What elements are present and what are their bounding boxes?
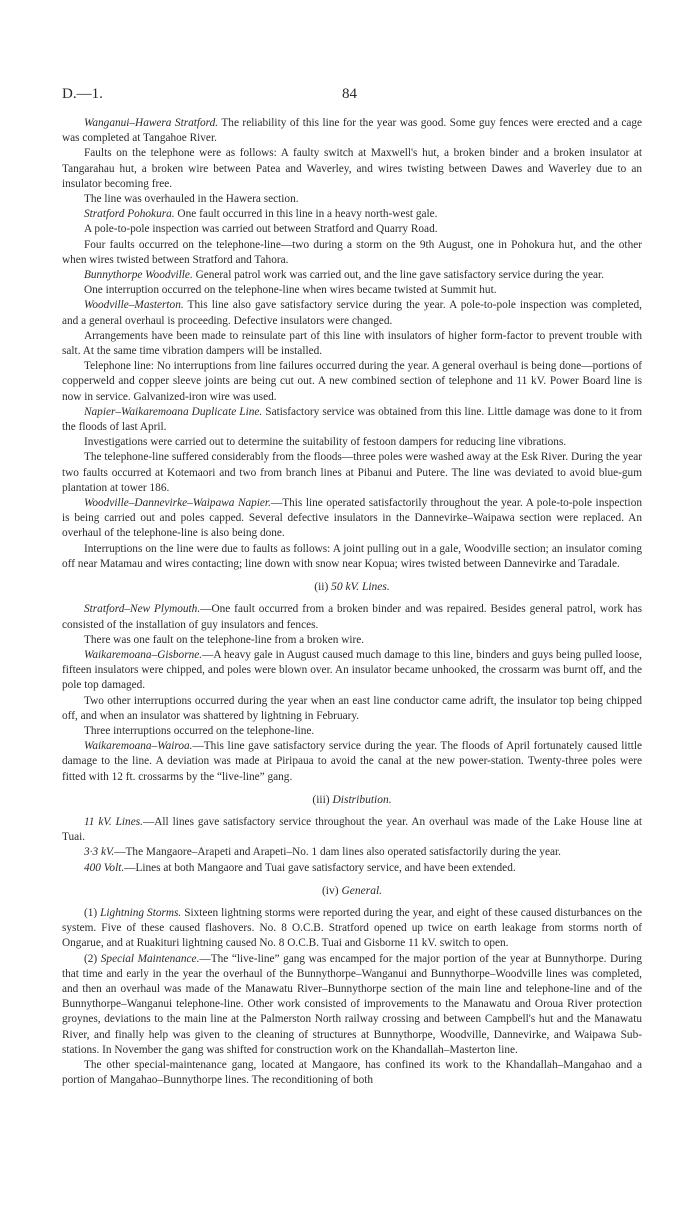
paragraph: Woodville–Dannevirke–Waipawa Napier.—This line operated satisfactorily throughout the year. A pole-to-pole inspection is being carried out and poles capped. Several defective insulators in the Dannevirke–Waipawa section were replaced. An overhaul of the telephone-line is also being done. xyxy=(62,497,642,540)
paragraph: The telephone-line suffered considerably from the floods—three poles were washed away at the Esk River. During the year two faults occurred at Kotemaori and two from branch lines at Pibanui and Putere. The line was deviated to avoid blue-gum plantation at tower 186. xyxy=(62,451,642,494)
paragraph: Wanganui–Hawera Stratford. The reliability of this line for the year was good. Some guy fences were erected and a cage was completed at Tangahoe River. xyxy=(62,117,643,145)
paragraph: The line was overhauled in the Hawera section. xyxy=(84,193,299,206)
paragraph: The other special-maintenance gang, located at Mangaore, has confined its work to the Khandallah–Mangahao and a portion of Mangahao–Bunnythorpe lines. The reconditioning of both xyxy=(62,1058,642,1087)
section-subtitle: Special Maintenance. xyxy=(100,952,200,965)
paragraph: Four faults occurred on the telephone-line—two during a storm on the 9th August, one in Pohokura hut, and the other when wires twisted between Stratford and Tahora. xyxy=(62,238,642,266)
section-subtitle: Stratford Pohokura. xyxy=(84,208,175,221)
paragraph: 400 Volt.—Lines at both Mangaore and Tuai gave satisfactory service, and have been extended. xyxy=(84,861,516,874)
paragraph: (2) Special Maintenance.—The “live-line” gang was encamped for the major portion of the year at Bunnythorpe. During that time and early in the year the overhaul of the Bunnythorpe–Wanganui and Bunnythorpe–Woodville lines was completed, and then an overhaul was made of the Manawatu River–Bunnythorpe section of the main line and telephone-line and of the Bunnythorpe–Wanganui telephone-line. Other work consisted of improvements to the Manawatu and Oroua River protection groynes, deviations to the main line at the Palmerston North railway crossing and between Campbell's hut and the Manawatu River, and finally help was given to the cleaning of structures at Bunnythorpe, Woodville, Dannevirke, and Waipawa Sub-stations. In November the gang was shifted for construction work on the Khandallah–Masterton line. xyxy=(62,952,643,1056)
paragraph: Napier–Waikaremoana Duplicate Line. Satisfactory service was obtained from this line. Little damage was done to it from the floods of last April. xyxy=(62,405,642,434)
paragraph: Waikaremoana–Gisborne.—A heavy gale in August caused much damage to this line, binders and guys being pulled loose, fifteen insulators were chipped, and poles were blown over. An insulator became unhooked, the crossarm was burnt off, and the pole top damaged. xyxy=(62,648,642,692)
paragraph: Woodville–Masterton. This line also gave satisfactory service during the year. A pole-to-pole inspection was completed, and a general overhaul is proceeding. Defective insulators were changed. xyxy=(62,299,642,327)
paragraph: One interruption occurred on the telephone-line when wires became twisted at Summit hut. xyxy=(84,284,497,297)
section-subtitle: Wanganui–Hawera Stratford. xyxy=(84,117,219,129)
section-subtitle: Woodville–Masterton. xyxy=(84,299,184,312)
paragraph: Telephone line: No interruptions from line failures occurred during the year. A general overhaul is being done—portions of copperweld and copper sleeve joints are being cut out. A new combined section of telephone and 11 kV. Power Board line is now in service. Galvanized-iron wire was used. xyxy=(62,360,642,403)
page-header xyxy=(62,86,638,106)
section-subtitle: Napier–Waikaremoana Duplicate Line. xyxy=(84,405,263,418)
paragraph: 11 kV. Lines.—All lines gave satisfactory service throughout the year. An overhaul was made of the Lake House line at Tuai. xyxy=(62,815,643,844)
section-subtitle: 400 Volt. xyxy=(84,861,125,874)
paragraph: Bunnythorpe Woodville. General patrol work was carried out, and the line gave satisfactory service during the year. xyxy=(84,269,604,282)
paragraph: Faults on the telephone were as follows: A faulty switch at Maxwell's hut, a broken binder and a broken insulator at Tangarahau hut, a broken wire between Patea and Waverley, and wires twisting between Dawes and Waverley due to an insulator becoming free. xyxy=(62,147,642,190)
paragraph: Investigations were carried out to determine the suitability of festoon dampers for reducing line vibrations. xyxy=(84,436,567,449)
section-subtitle: 3·3 kV. xyxy=(84,846,115,859)
paragraph: 3·3 kV.—The Mangaore–Arapeti and Arapeti–No. 1 dam lines also operated satisfactorily during the year. xyxy=(84,846,561,859)
paragraph: Interruptions on the line were due to faults as follows: A joint pulling out in a gale, Woodville section; an insulator coming off near Matamau and wires contacting; line down with snow near Kopua; wires twisted between Dannevirke and Taradale. xyxy=(62,542,642,570)
section-subtitle: Woodville–Dannevirke–Waipawa Napier. xyxy=(84,497,271,510)
section-subtitle: Stratford–New Plymouth. xyxy=(84,603,201,616)
document-code: D.—1. xyxy=(62,86,103,102)
section-subtitle: Lightning Storms. xyxy=(100,906,182,919)
section-heading: (iv) General. xyxy=(321,884,383,897)
paragraph: There was one fault on the telephone-line from a broken wire. xyxy=(84,633,365,646)
paragraph: Stratford Pohokura. One fault occurred in this line in a heavy north-west gale. xyxy=(84,208,438,221)
paragraph: Stratford–New Plymouth.—One fault occurred from a broken binder and was repaired. Besides general patrol, work has consisted of the installation of guy insulators and fences. xyxy=(62,603,642,631)
body-text xyxy=(62,116,642,1088)
section-subtitle: Waikaremoana–Wairoa. xyxy=(84,740,193,753)
page-number: 84 xyxy=(342,86,357,102)
section-heading: (iii) Distribution. xyxy=(312,793,392,806)
section-subtitle: Bunnythorpe Woodville. xyxy=(84,269,193,282)
paragraph: Two other interruptions occurred during the year when an east line conductor came adrift, the insulator top being chipped off, and when an insulator was shattered by lightning in February. xyxy=(62,694,642,722)
section-subtitle: 11 kV. Lines. xyxy=(84,815,143,828)
paragraph: Waikaremoana–Wairoa.—This line gave satisfactory service during the year. The floods of April fortunately caused little damage to the line. A deviation was made at Piripaua to avoid the canal at the new power-station. Twenty-three poles were fitted with 12 ft. crossarms by the “live-line” gang. xyxy=(62,740,642,783)
paragraph: Arrangements have been made to reinsulate part of this line with insulators of higher form-factor to prevent trouble with salt. At the same time vibration dampers will be installed. xyxy=(62,329,642,358)
paragraph: (1) Lightning Storms. Sixteen lightning storms were reported during the year, and eight of these caused disturbances on the system. Five of these caused flashovers. No. 8 O.C.B. Stratford opened up twice on earth leakage from storms north of Ongarue, and at Ruakituri lightning caused No. 8 O.C.B. Tuai and Gisborne 11 kV. switch to open. xyxy=(62,906,642,950)
paragraph: Three interruptions occurred on the telephone-line. xyxy=(84,724,315,737)
paragraph: A pole-to-pole inspection was carried out between Stratford and Quarry Road. xyxy=(84,223,438,236)
section-subtitle: Waikaremoana–Gisborne. xyxy=(84,648,203,661)
section-heading: (ii) 50 kV. Lines. xyxy=(314,581,390,594)
